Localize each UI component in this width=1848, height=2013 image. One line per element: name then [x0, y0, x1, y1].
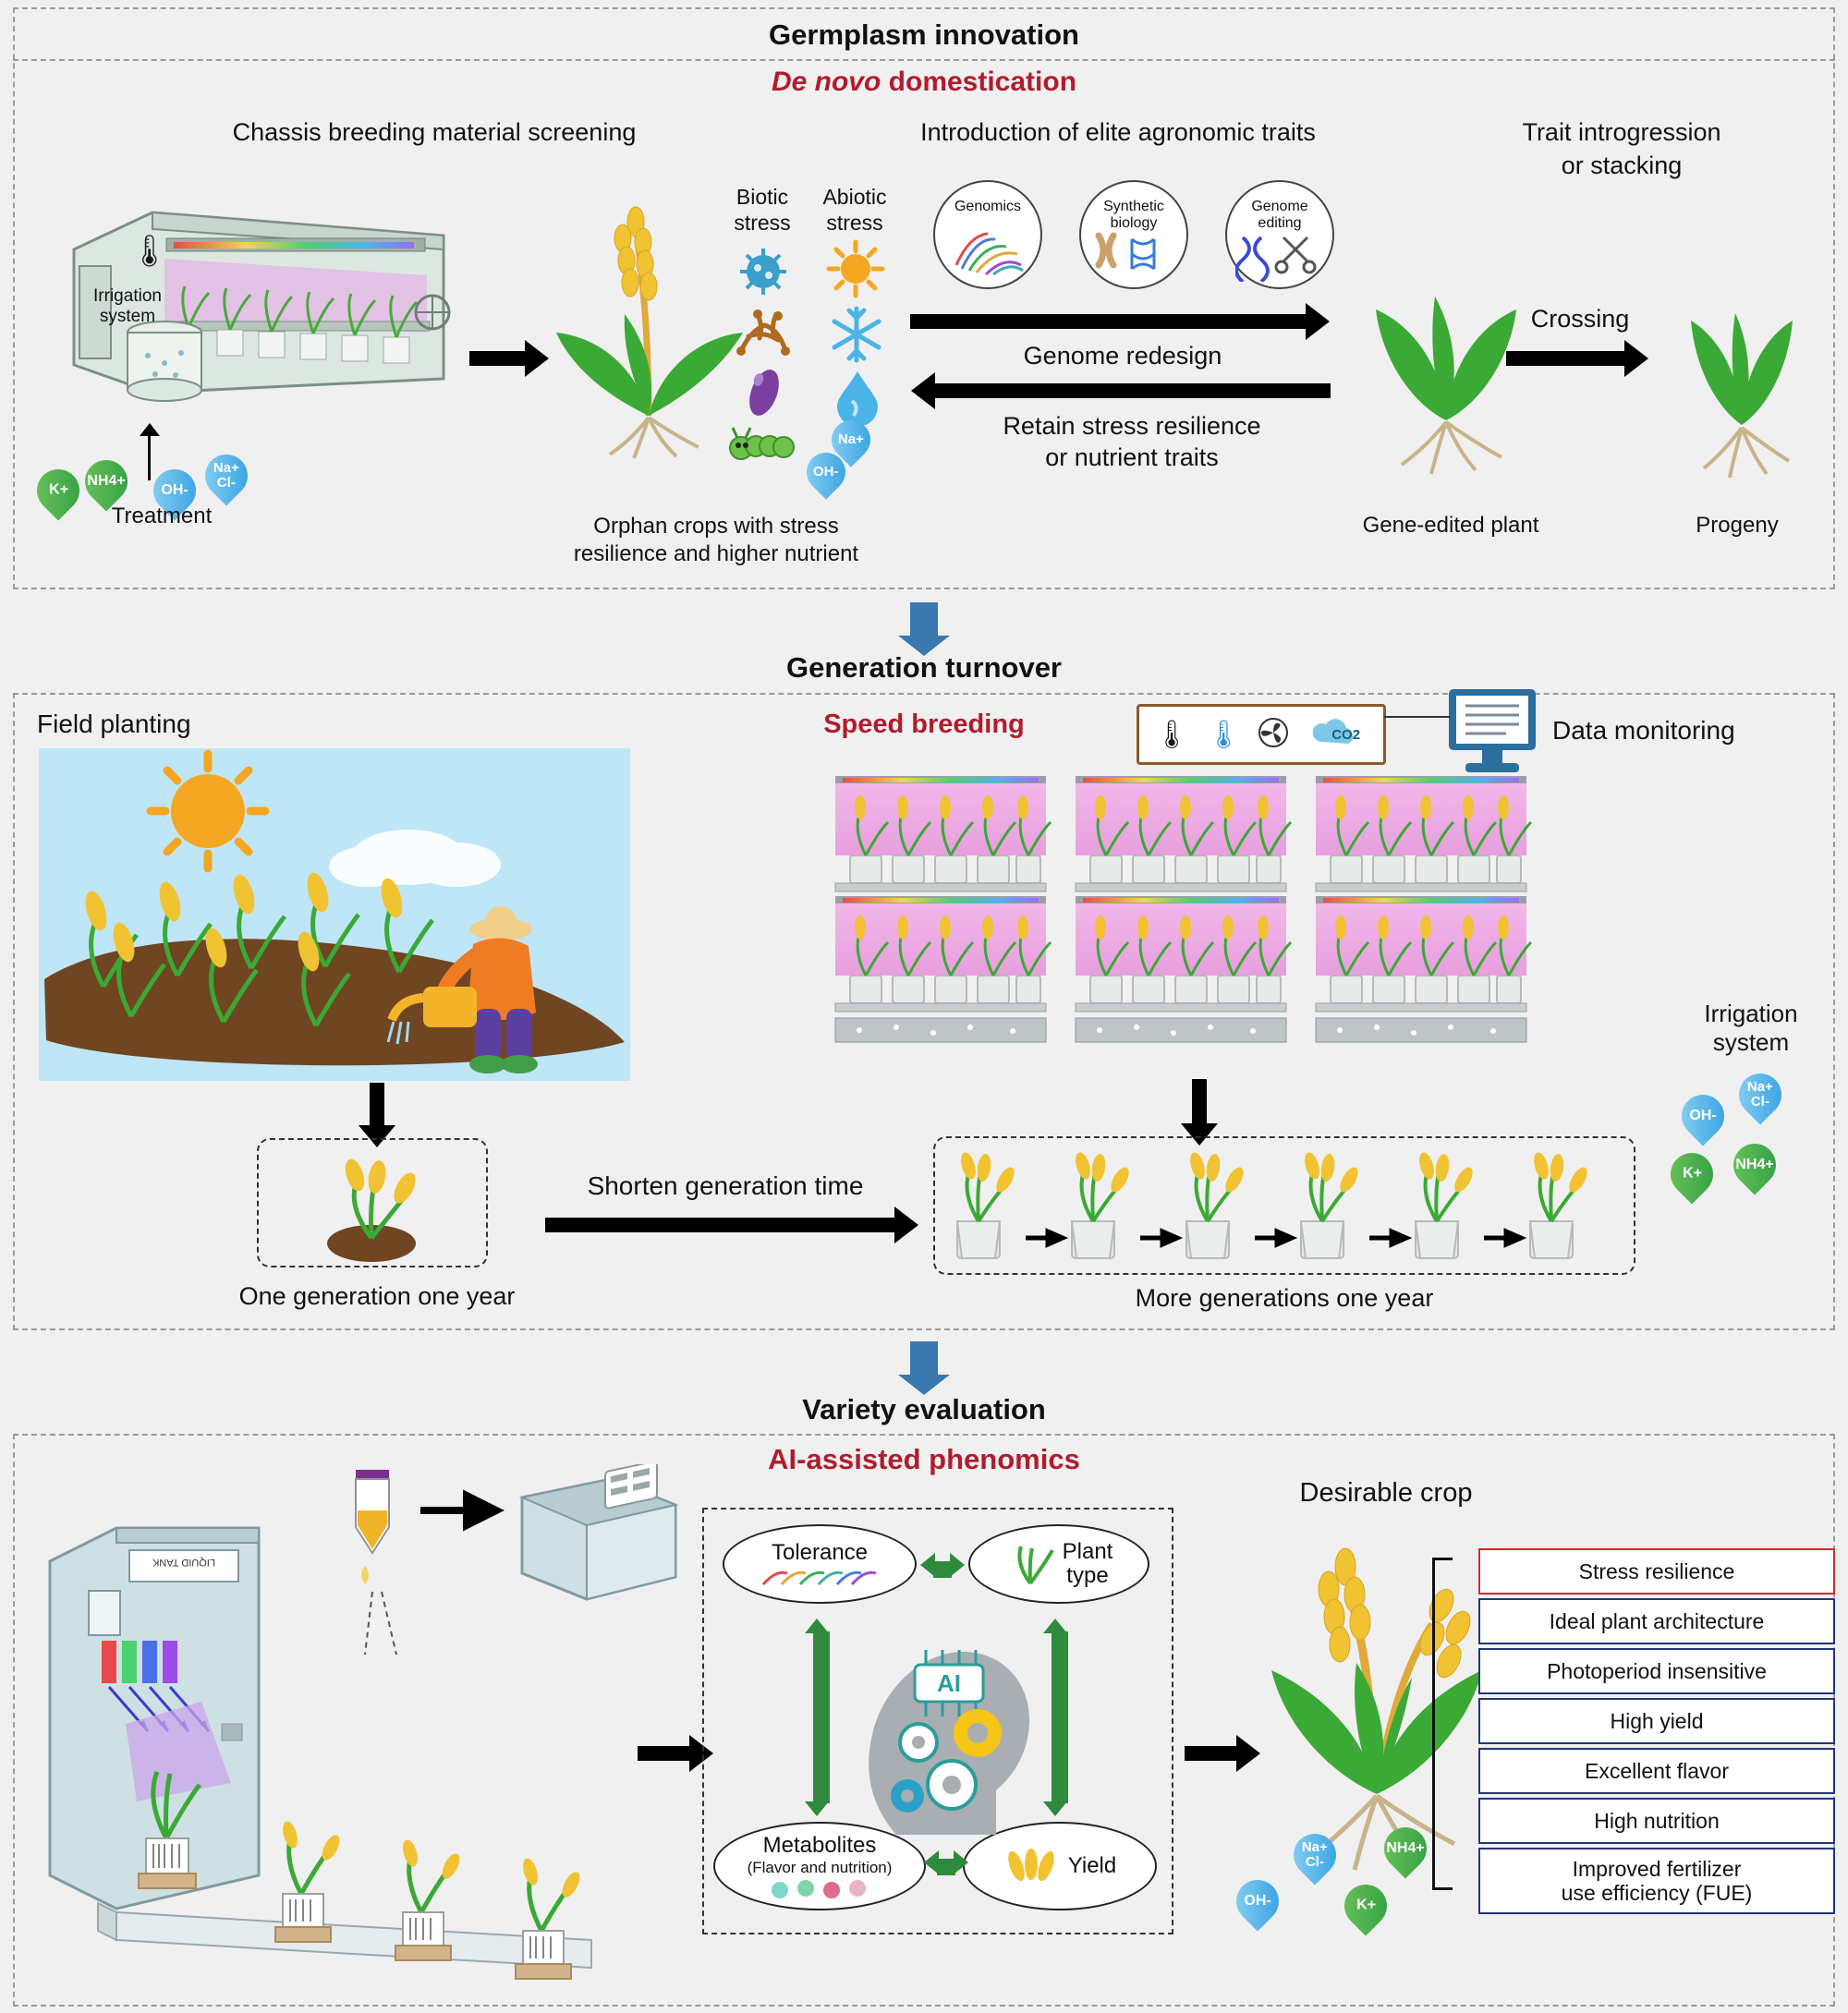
subtitle-italic-part: De novo	[771, 67, 881, 97]
trait-box-photoperiod-insensitive[interactable]	[1478, 1648, 1835, 1694]
node-yield-label: Yield	[1067, 1853, 1117, 1878]
node-plant-type-l1: Plant	[1062, 1538, 1113, 1564]
node-metabolites-l2: (Flavor and nutrition)	[747, 1859, 893, 1876]
tech-circle-genomics-label: Genomics	[954, 199, 1022, 214]
heat-icon	[822, 238, 889, 304]
label-speed-breeding: Speed breeding	[823, 709, 1025, 739]
virus-icon	[735, 365, 794, 425]
subtitle-de-novo-domestication	[0, 67, 1848, 98]
arrow-retain-stress-resilience	[933, 383, 1331, 398]
yield-grain-icon	[1003, 1844, 1059, 1888]
node-tolerance-label: Tolerance	[771, 1540, 869, 1565]
droplet2-nacl: Na+ Cl-	[1747, 1079, 1773, 1110]
tech-circle-synthetic-biology	[1079, 180, 1188, 289]
arrow-field-to-one-generation	[370, 1083, 384, 1127]
caption-more-generations: More generations one year	[1135, 1284, 1434, 1312]
bacteria-icon	[730, 245, 796, 303]
svg-text:AI: AI	[937, 1669, 961, 1697]
arrow-metabolites-yield	[937, 1859, 955, 1875]
speed-breeding-racks	[832, 776, 1552, 1081]
sample-tube-and-analyzer	[328, 1464, 698, 1723]
tube-analyzer-svg	[328, 1464, 698, 1723]
monitor-svg	[1441, 684, 1543, 782]
retain-l1: Retain stress resilience	[1003, 412, 1261, 440]
tech-circle-editing-label-l1: Genome	[1251, 199, 1308, 214]
droplet-label-nacl: Na+ Cl-	[213, 460, 239, 491]
plant-type-icon	[1005, 1541, 1055, 1587]
subtitle-rest-part: domestication	[881, 67, 1077, 97]
orphan-caption-l1: Orphan crops with stress	[593, 514, 839, 539]
data-monitor-display	[1441, 684, 1543, 786]
crop-droplet-k-label: K+	[1356, 1897, 1376, 1913]
trait-box-ideal-plant-architecture[interactable]	[1478, 1598, 1835, 1644]
arrow-screening-to-orphan	[469, 351, 527, 366]
heading-trait-introgression-l2: or stacking	[1561, 152, 1683, 179]
traits-bracket	[1432, 1558, 1453, 1890]
gene-edited-plant-svg	[1344, 208, 1548, 485]
heading-elite-traits: Introduction of elite agronomic traits	[920, 118, 1316, 146]
gene-edited-plant-illustration	[1344, 208, 1548, 485]
trait-box-high-yield[interactable]	[1478, 1698, 1835, 1744]
arrow-planttype-yield	[1052, 1631, 1068, 1803]
node-tolerance	[723, 1524, 917, 1604]
arrow-chamber-to-ai	[638, 1746, 691, 1761]
progeny-plant-illustration	[1663, 217, 1820, 485]
panel-title-variety-evaluation: Variety evaluation	[802, 1393, 1046, 1425]
irrigation2-l2: system	[1712, 1028, 1790, 1057]
treatment-arrow-head	[140, 423, 160, 436]
one-generation-box	[257, 1138, 488, 1267]
node-plant-type-l2: type	[1066, 1563, 1109, 1588]
label-desirable-crop: Desirable crop	[1299, 1478, 1473, 1508]
arrow-racks-to-generations	[1192, 1079, 1207, 1125]
label-genome-redesign: Genome redesign	[1023, 342, 1222, 370]
tech-circle-synbio-label-l1: Synthetic	[1103, 199, 1164, 214]
treatment-label: Treatment	[111, 503, 213, 528]
droplet2-nh4: NH4+	[1735, 1156, 1774, 1172]
label-crossing: Crossing	[1530, 305, 1630, 333]
trait-box-excellent-flavor[interactable]	[1478, 1748, 1835, 1794]
trait-label-fue-l2: use efficiency (FUE)	[1561, 1881, 1753, 1905]
orphan-caption-l2: resilience and higher nutrient	[573, 541, 859, 566]
tolerance-spectrum-icon	[760, 1568, 880, 1588]
trait-label-stress-resilience: Stress resilience	[1578, 1558, 1735, 1583]
ai-brain-head-icon	[841, 1609, 1053, 1840]
crop-droplet-nh4-label: NH4+	[1386, 1839, 1425, 1856]
heading-trait-introgression-l1: Trait introgression	[1522, 118, 1721, 146]
gene-edited-plant-caption: Gene-edited plant	[1362, 513, 1539, 538]
trait-label-photoperiod: Photoperiod insensitive	[1547, 1658, 1767, 1683]
generations-svg	[941, 1144, 1628, 1267]
fan-icon	[1258, 717, 1289, 753]
crispr-scissors-icon	[1235, 226, 1324, 282]
biotic-l1: Biotic	[736, 185, 789, 209]
monitor-connector-wire	[1384, 716, 1451, 718]
field-svg	[39, 748, 630, 1081]
trait-box-improved-fue[interactable]	[1478, 1848, 1835, 1914]
caption-one-generation: One generation one year	[238, 1282, 516, 1310]
irrigation2-l1: Irrigation	[1704, 1000, 1798, 1027]
fungus-icon	[730, 305, 796, 365]
subtitle-ai-assisted-phenomics: AI-assisted phenomics	[768, 1443, 1080, 1475]
tech-circle-synbio-label-l2: biology	[1110, 215, 1158, 231]
flow-arrow-to-variety-evaluation	[910, 1341, 938, 1376]
irrigation-line1: Irrigation	[93, 286, 162, 306]
irrigation-line2: system	[99, 306, 156, 326]
trait-box-stress-resilience[interactable]	[1478, 1548, 1835, 1595]
heading-chassis-screening: Chassis breeding material screening	[232, 118, 637, 146]
abiotic-l1: Abiotic	[822, 185, 887, 209]
label-data-monitoring: Data monitoring	[1552, 716, 1735, 745]
tech-circle-genomics	[933, 180, 1042, 289]
crop-droplet-oh-label: OH-	[1244, 1892, 1271, 1909]
irrigation-system-label-speed	[1672, 1000, 1830, 1057]
droplet-label-k: K+	[48, 481, 68, 498]
arrow-genome-redesign	[910, 314, 1307, 329]
label-field-planting: Field planting	[37, 709, 191, 738]
trait-label-ideal-architecture: Ideal plant architecture	[1549, 1608, 1765, 1633]
co2-icon	[1306, 716, 1404, 753]
abiotic-stress-label	[804, 185, 906, 236]
droplet-label-nh4: NH4+	[87, 472, 126, 489]
droplet2-oh: OH-	[1689, 1107, 1717, 1123]
one-generation-plant-svg	[259, 1140, 486, 1266]
arrow-tolerance-metabolites	[813, 1631, 830, 1803]
salinity-oh-label: OH-	[813, 464, 839, 480]
genomics-icon	[943, 210, 1032, 284]
irrigation-system-label-greenhouse	[72, 286, 183, 327]
thermometer-icon-2: 🌡	[1206, 719, 1242, 750]
racks-svg	[832, 776, 1552, 1081]
thermometer-icon: 🌡	[129, 234, 170, 269]
panel-title-generation-turnover: Generation turnover	[786, 651, 1062, 684]
orphan-crop-caption	[531, 513, 901, 568]
dna-chromosome-icon	[1089, 226, 1178, 282]
trait-box-high-nutrition[interactable]	[1478, 1798, 1835, 1844]
cold-icon	[827, 305, 886, 369]
node-metabolites-l1: Metabolites	[762, 1833, 877, 1858]
flow-arrow-to-generation-turnover	[910, 602, 938, 637]
co2-label: CO2	[1331, 726, 1361, 743]
thermometer-icon-1: 🌡	[1154, 719, 1190, 750]
droplet-label-oh: OH-	[161, 481, 188, 498]
svg-text:LIQUID TANK: LIQUID TANK	[152, 1557, 216, 1568]
trait-label-fue-l1: Improved fertilizer	[1572, 1856, 1742, 1881]
panel-title-germplasm: Germplasm innovation	[769, 18, 1079, 51]
droplet2-k: K+	[1682, 1165, 1702, 1182]
node-plant-type	[968, 1524, 1149, 1604]
panel-germplasm-divider	[13, 59, 1835, 61]
tech-circle-genome-editing	[1225, 180, 1334, 289]
retain-l2: or nutrient traits	[1045, 443, 1219, 471]
field-planting-illustration	[39, 748, 630, 1081]
insect-icon	[728, 420, 800, 473]
biotic-stress-label	[711, 185, 813, 236]
trait-label-high-yield: High yield	[1610, 1708, 1704, 1733]
ai-head-svg	[841, 1609, 1053, 1840]
arrow-crossing	[1506, 351, 1626, 366]
arrow-shorten-generation-time	[545, 1218, 896, 1232]
salinity-na-label: Na+	[838, 431, 864, 448]
abiotic-l2: stress	[826, 210, 883, 235]
arrow-tolerance-planttype	[933, 1561, 952, 1578]
biotic-l2: stress	[734, 210, 791, 235]
tech-circle-editing-label-l2: editing	[1258, 215, 1302, 231]
crop-droplet-nacl-label: Na+ Cl-	[1302, 1839, 1328, 1870]
more-generations-plants	[941, 1144, 1628, 1267]
label-retain-traits	[910, 411, 1354, 474]
trait-label-excellent-flavor: Excellent flavor	[1585, 1758, 1729, 1783]
treatment-arrow	[148, 430, 151, 480]
progeny-caption: Progeny	[1696, 513, 1779, 538]
environment-monitor-box	[1137, 704, 1386, 765]
trait-label-high-nutrition: High nutrition	[1594, 1808, 1720, 1833]
progeny-plant-svg	[1663, 217, 1820, 485]
label-shorten-generation-time: Shorten generation time	[587, 1171, 864, 1200]
metabolite-molecules-icon	[765, 1877, 874, 1899]
